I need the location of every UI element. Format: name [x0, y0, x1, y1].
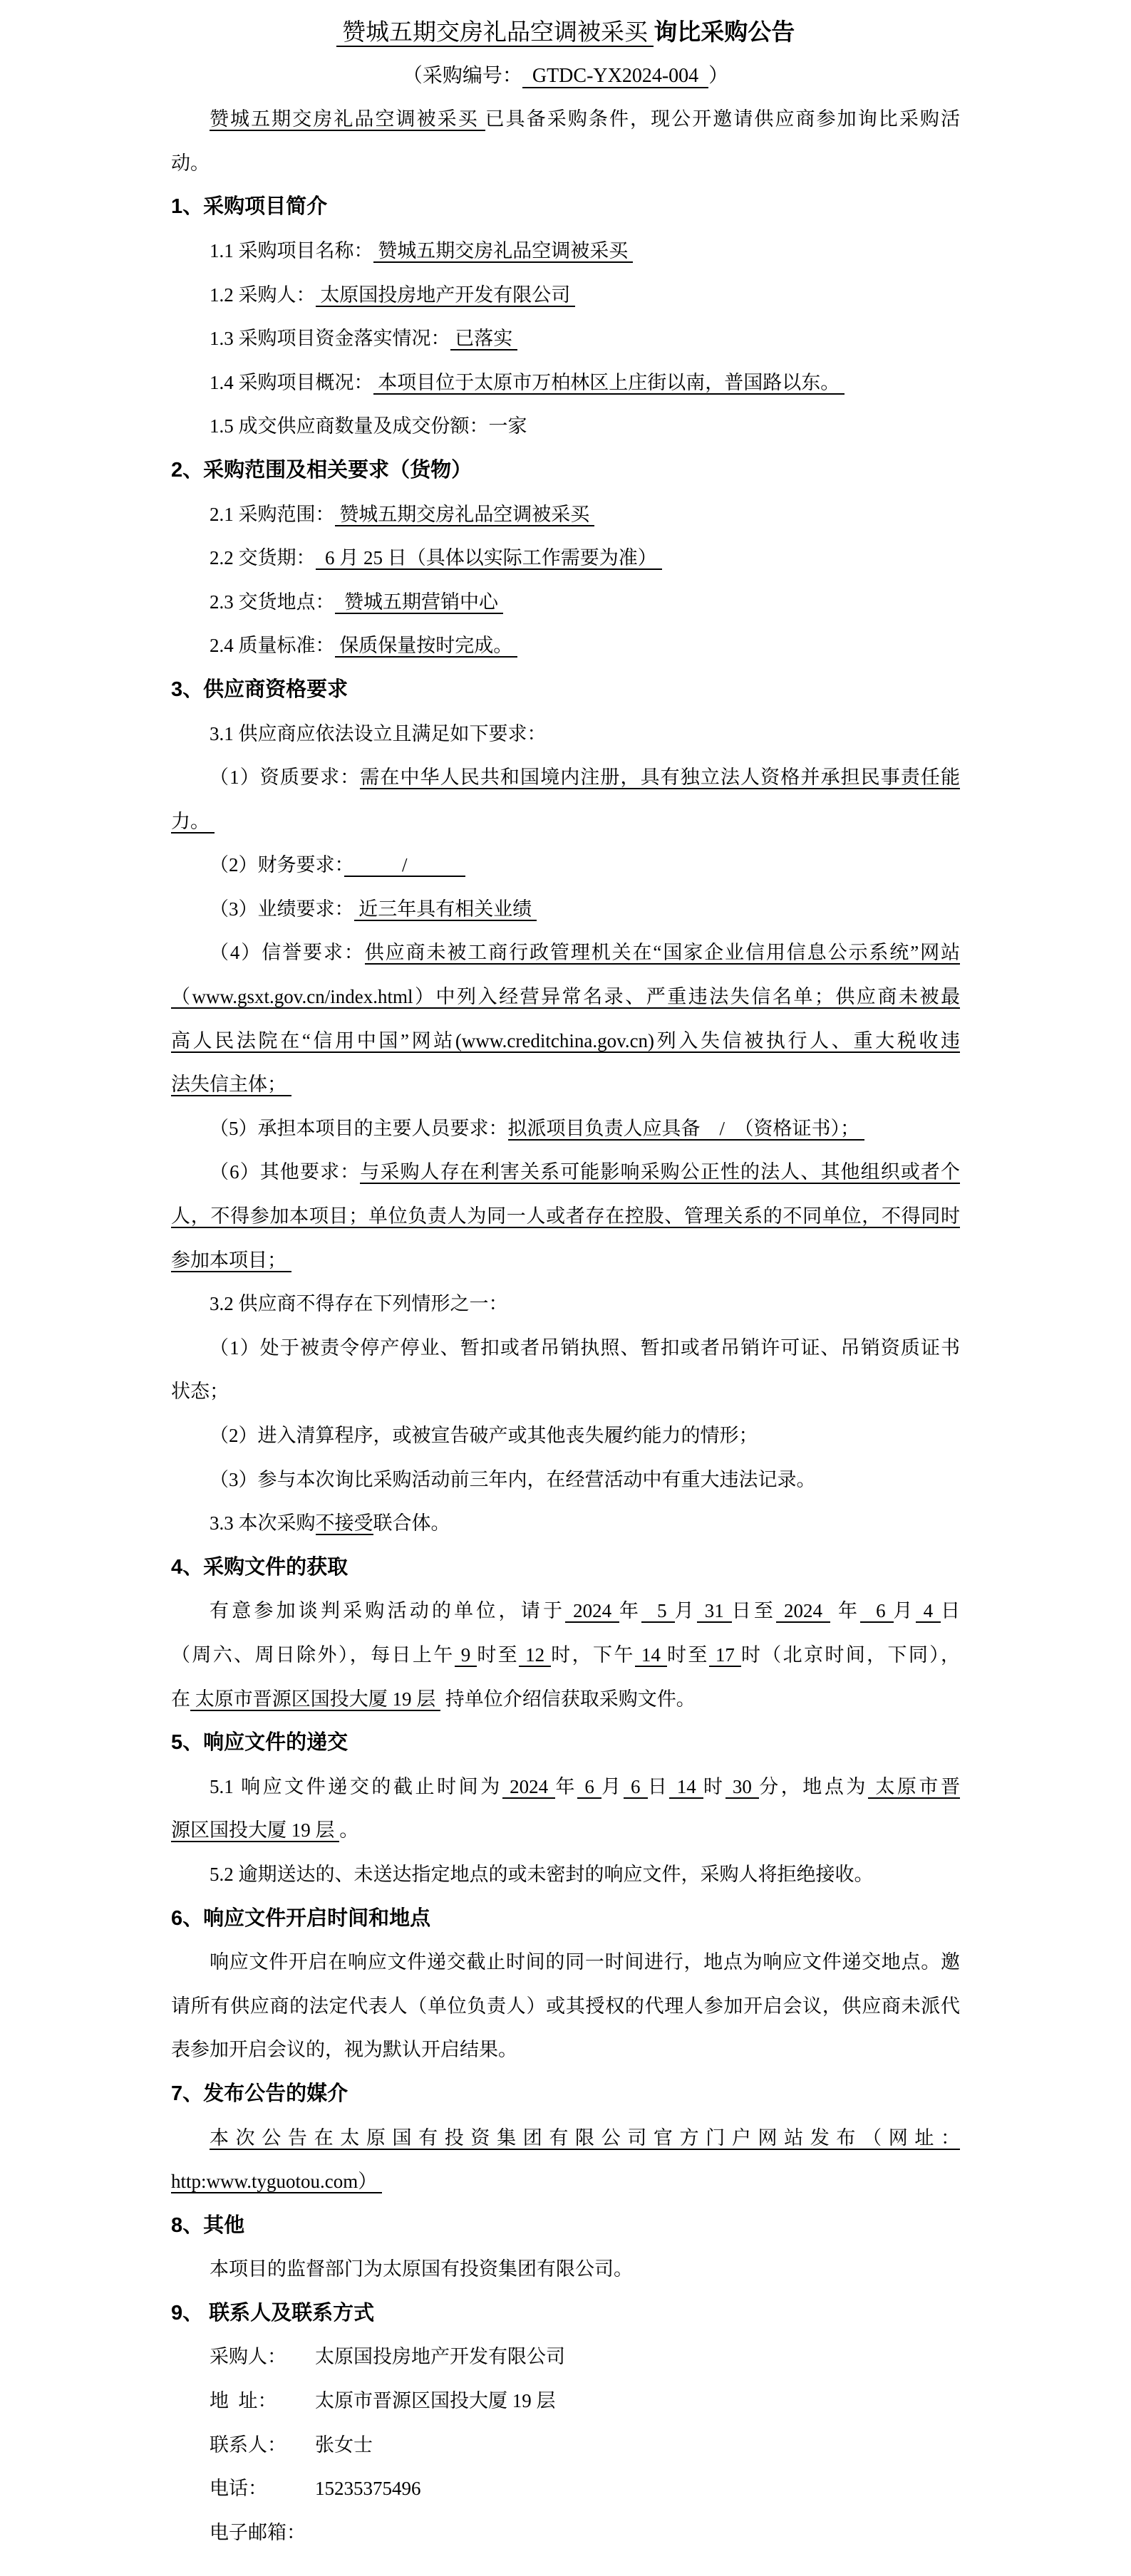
- doc-line: [171, 449, 960, 493]
- text-run: 6: [577, 1775, 602, 1797]
- text-run: 14: [634, 1643, 667, 1666]
- section-8-paragraph: [171, 2248, 960, 2292]
- text-run: （3）业绩要求：: [210, 898, 354, 920]
- text-run: 6: [623, 1775, 648, 1797]
- doc-line: [171, 142, 960, 186]
- text-run: 30: [725, 1775, 760, 1797]
- text-run: 1.3 采购项目资金落实情况：: [210, 328, 450, 350]
- text-run: 4、采购文件的获取: [171, 1555, 348, 1579]
- text-run: 日至: [731, 1600, 777, 1622]
- doc-line: [171, 624, 960, 668]
- text-run: 已落实: [450, 328, 517, 350]
- doc-line: [171, 2160, 960, 2204]
- heading-section-1: [171, 185, 960, 229]
- text-run: 响应文件开启在响应文件递交截止时间的同一时间进行，地点为响应文件递交地点。邀: [210, 1951, 960, 1973]
- text-run: GTDC-YX2024-004: [522, 64, 709, 87]
- text-run: 时: [703, 1775, 725, 1797]
- text-run: 6 月 25 日（具体以实际工作需要为准）: [315, 547, 662, 569]
- text-run: 。: [339, 1819, 359, 1842]
- procurement-number: [171, 54, 960, 98]
- text-run: （2）进入清算程序，或被宣告破产或其他丧失履约能力的情形；: [210, 1425, 758, 1446]
- item-3-1-1: [171, 756, 960, 843]
- item-1-5: [171, 405, 960, 449]
- text-run: （1）处于被责令停产停业、暂扣或者吊销执照、暂扣或者吊销许可证、吊销资质证书: [210, 1336, 960, 1359]
- contact-email: [171, 2511, 960, 2555]
- contact-person-value: 张女士: [315, 2434, 373, 2456]
- text-run: 太原市晋源区国投大厦 19 层: [190, 1688, 440, 1710]
- item-3-2-2: [171, 1414, 960, 1458]
- text-run: 表参加开启会议的，视为默认开启结果。: [171, 2039, 517, 2061]
- doc-line: [171, 1941, 960, 1985]
- contact-phone-value: 15235375496: [315, 2478, 421, 2500]
- contact-phone-line: [171, 2467, 960, 2511]
- item-2-1: [171, 493, 960, 537]
- text-run: 状态；: [171, 1381, 229, 1403]
- text-run: 与采购人存在利害关系可能影响采购公正性的法人、其他组织或者个: [360, 1161, 961, 1183]
- doc-line: [171, 931, 960, 975]
- text-run: 8、其他: [171, 2213, 245, 2237]
- text-run: （3）参与本次询比采购活动前三年内，在经营活动中有重大违法记录。: [210, 1468, 816, 1490]
- item-3-1: [171, 712, 960, 757]
- text-run: 2.4 质量标准：: [210, 635, 335, 657]
- text-run: 持单位介绍信获取采购文件。: [440, 1688, 696, 1710]
- text-run: 拟派项目负责人应具备 / （资格证书）；: [507, 1117, 864, 1139]
- text-run: （采购编号：: [402, 64, 522, 87]
- text-run: 人，不得参加本项目；单位负责人为同一人或者存在控股、管理关系的不同单位，不得同时: [171, 1205, 960, 1227]
- text-run: 请所有供应商的法定代表人（单位负责人）或其授权的代理人参加开启会议，供应商未派代: [171, 1995, 960, 2017]
- text-run: 参加本项目；: [171, 1249, 291, 1271]
- doc-line: [171, 756, 960, 800]
- text-run: 保质保量按时完成。: [334, 635, 517, 657]
- section-7-paragraph: [171, 2117, 960, 2204]
- text-run: 2.2 交货期：: [210, 547, 316, 569]
- doc-line: [171, 1414, 960, 1458]
- text-run: 1.1 采购项目名称：: [210, 239, 373, 261]
- text-run: 需在中华人民共和国境内注册，具有独立法人资格并承担民事责任能: [360, 767, 961, 789]
- item-2-4: [171, 624, 960, 668]
- contact-person-line: [171, 2424, 960, 2468]
- text-run: 7、发布公告的媒介: [171, 2082, 348, 2105]
- heading-section-5: [171, 1721, 960, 1765]
- text-run: 3.2 供应商不得存在下列情形之一：: [210, 1293, 508, 1315]
- contact-buyer-line: [171, 2335, 960, 2379]
- text-run: 9: [454, 1643, 477, 1666]
- doc-line: [171, 229, 960, 274]
- heading-section-6: [171, 1897, 960, 1941]
- doc-line: [171, 581, 960, 625]
- heading-section-3: [171, 668, 960, 712]
- doc-line: [171, 668, 960, 712]
- item-2-3: [171, 581, 960, 625]
- text-run: 赞城五期交房礼品空调被采买: [373, 239, 633, 261]
- text-run: （www.gsxt.gov.cn/index.html）中列入经营异常名录、严重违法失信名单；供应商未被最: [171, 986, 960, 1008]
- text-run: 时（北京时间，下同），: [740, 1643, 961, 1666]
- text-run: 3.3 本次采购: [210, 1512, 316, 1534]
- text-run: 源区国投大厦 19 层: [171, 1819, 340, 1842]
- text-run: 3、供应商资格要求: [171, 677, 348, 701]
- doc-line: [171, 800, 960, 844]
- doc-line: [171, 1634, 960, 1678]
- text-run: （6）其他要求：: [210, 1161, 361, 1183]
- text-run: 分，地点为: [759, 1775, 868, 1797]
- text-run: 6: [860, 1600, 894, 1622]
- text-run: 31: [696, 1600, 732, 1622]
- text-run: 2、采购范围及相关要求（货物）: [171, 458, 472, 482]
- text-run: 1.5 成交供应商数量及成交份额：一家: [210, 415, 527, 437]
- contact-email-label: 电子邮箱：: [210, 2521, 306, 2543]
- doc-line: [171, 1151, 960, 1195]
- text-run: 赞城五期交房礼品空调被采买: [336, 20, 654, 46]
- heading-section-9: [171, 2292, 960, 2336]
- text-run: 4: [915, 1600, 941, 1622]
- text-run: 有意参加谈判采购活动的单位，请于: [210, 1600, 566, 1622]
- text-run: 高人民法院在“信用中国”网站(www.creditchina.gov.cn)列入失信被执行人、重大税收违: [171, 1029, 960, 1051]
- text-run: 不接受: [315, 1512, 373, 1534]
- doc-line: [171, 54, 960, 98]
- text-run: 3.1 供应商应依法设立且满足如下要求：: [210, 722, 547, 744]
- doc-line: [171, 843, 960, 888]
- doc-line: [171, 1063, 960, 1107]
- heading-section-4: [171, 1546, 960, 1590]
- item-5-1: [171, 1765, 960, 1853]
- doc-line: [171, 1897, 960, 1941]
- contact-phone-label: 电话：: [210, 2478, 267, 2500]
- doc-line: [171, 975, 960, 1019]
- text-run: /: [344, 854, 465, 876]
- item-3-1-3: [171, 888, 960, 932]
- text-run: 时，下午: [551, 1643, 635, 1666]
- text-run: 日: [941, 1600, 961, 1622]
- intro-paragraph: [171, 98, 960, 185]
- doc-line: [171, 98, 960, 142]
- doc-line: [171, 1326, 960, 1371]
- contact-address-value: 太原市晋源区国投大厦 19 层: [315, 2390, 556, 2412]
- text-run: 近三年具有相关业绩: [353, 898, 537, 920]
- doc-line: [171, 1239, 960, 1283]
- doc-line: [171, 1370, 960, 1414]
- doc-line: [171, 1458, 960, 1502]
- doc-line: [171, 1195, 960, 1239]
- contact-address-label: 地 址：: [210, 2390, 277, 2412]
- doc-line: [171, 1721, 960, 1765]
- doc-line: [171, 1985, 960, 2029]
- contact-address: [171, 2379, 960, 2424]
- text-run: 年: [830, 1600, 861, 1622]
- text-run: 力。: [171, 810, 215, 832]
- item-3-1-5: [171, 1107, 960, 1151]
- contact-buyer: [171, 2335, 960, 2379]
- doc-line: [171, 1853, 960, 1897]
- doc-line: [171, 1765, 960, 1809]
- heading-section-2: [171, 449, 960, 493]
- text-run: 太原市晋: [868, 1775, 960, 1797]
- doc-line: [171, 1019, 960, 1064]
- doc-line: [171, 2072, 960, 2117]
- text-run: 联合体。: [373, 1512, 450, 1534]
- text-run: 法失信主体；: [171, 1074, 291, 1096]
- text-run: 本项目位于太原市万柏林区上庄街以南，普国路以东。: [373, 371, 845, 393]
- item-1-2: [171, 274, 960, 318]
- document-title: [171, 10, 960, 54]
- text-run: http:www.tyguotou.com）: [171, 2171, 382, 2193]
- contact-address-line: [171, 2379, 960, 2424]
- text-run: ）: [708, 64, 729, 87]
- contact-phone: [171, 2467, 960, 2511]
- text-run: 太原国投房地产开发有限公司: [315, 284, 575, 306]
- contact-buyer-value: 太原国投房地产开发有限公司: [315, 2346, 565, 2368]
- text-run: 本项目的监督部门为太原国有投资集团有限公司。: [210, 2258, 633, 2280]
- text-run: （4）信誉要求：: [210, 942, 365, 964]
- item-1-1: [171, 229, 960, 274]
- text-run: 在: [171, 1688, 190, 1710]
- doc-line: [171, 1282, 960, 1326]
- text-run: 2024: [776, 1600, 831, 1622]
- doc-line: [171, 2248, 960, 2292]
- item-3-2-3: [171, 1458, 960, 1502]
- text-run: 5.1 响应文件递交的截止时间为: [210, 1775, 502, 1797]
- doc-line: [171, 274, 960, 318]
- text-run: 5.2 逾期送达的、未送达指定地点的或未密封的响应文件，采购人将拒绝接收。: [210, 1863, 874, 1885]
- item-2-2: [171, 536, 960, 581]
- item-3-2-1: [171, 1326, 960, 1414]
- doc-line: [171, 1809, 960, 1853]
- doc-line: [171, 185, 960, 229]
- text-run: 5、响应文件的递交: [171, 1731, 348, 1755]
- heading-section-7: [171, 2072, 960, 2117]
- doc-line: [171, 888, 960, 932]
- doc-line: [171, 2028, 960, 2072]
- text-run: 年: [619, 1600, 642, 1622]
- text-run: 14: [669, 1775, 703, 1797]
- text-run: 已具备采购条件，现公开邀请供应商参加询比采购活: [485, 108, 960, 130]
- text-run: 1.2 采购人：: [210, 284, 316, 306]
- doc-line: [171, 536, 960, 581]
- text-run: （周六、周日除外），每日上午: [171, 1643, 455, 1666]
- text-run: 月: [674, 1600, 697, 1622]
- doc-line: [171, 1107, 960, 1151]
- section-6-paragraph: [171, 1941, 960, 2072]
- text-run: 时至: [666, 1643, 709, 1666]
- text-run: 供应商未被工商行政管理机关在“国家企业信用信息公示系统”网站: [364, 942, 960, 964]
- text-run: 2.3 交货地点：: [210, 591, 335, 613]
- item-3-1-4: [171, 931, 960, 1106]
- doc-line: [171, 1546, 960, 1590]
- text-run: 17: [708, 1643, 741, 1666]
- text-run: 月: [893, 1600, 916, 1622]
- text-run: 1、采购项目简介: [171, 195, 328, 219]
- doc-line: [171, 712, 960, 757]
- text-run: 赞城五期交房礼品空调被采买: [334, 503, 594, 525]
- text-run: 本次公告在太原国有投资集团有限公司官方门户网站发布（网址：: [210, 2126, 960, 2149]
- text-run: 动。: [171, 152, 210, 174]
- doc-line: [171, 1502, 960, 1546]
- doc-line: [171, 10, 960, 54]
- doc-line: [171, 2292, 960, 2336]
- item-5-2: [171, 1853, 960, 1897]
- text-run: 月: [601, 1775, 624, 1797]
- doc-line: [171, 405, 960, 449]
- doc-line: [171, 493, 960, 537]
- contact-person: [171, 2424, 960, 2468]
- text-run: 日: [647, 1775, 670, 1797]
- heading-section-8: [171, 2204, 960, 2248]
- doc-line: [171, 1589, 960, 1634]
- doc-line: [171, 2204, 960, 2248]
- item-1-3: [171, 317, 960, 361]
- contact-person-label: 联系人：: [210, 2434, 286, 2456]
- text-run: 询比采购公告: [654, 19, 795, 45]
- text-run: 1.4 采购项目概况：: [210, 371, 373, 393]
- doc-line: [171, 317, 960, 361]
- doc-line: [171, 2117, 960, 2161]
- item-3-1-6: [171, 1151, 960, 1282]
- text-run: 2024: [565, 1600, 620, 1622]
- text-run: 赞城五期交房礼品空调被采买: [210, 108, 485, 130]
- text-run: 6、响应文件开启时间和地点: [171, 1906, 431, 1930]
- text-run: （2）财务要求：: [210, 854, 344, 876]
- text-run: 9、 联系人及联系方式: [171, 2301, 375, 2325]
- contact-email-line: [171, 2511, 960, 2555]
- text-run: 5: [641, 1600, 675, 1622]
- text-run: （1）资质要求：: [210, 767, 361, 789]
- text-run: 2.1 采购范围：: [210, 503, 335, 525]
- item-3-1-2: [171, 843, 960, 888]
- text-run: 2024: [502, 1775, 556, 1797]
- section-4-paragraph: [171, 1589, 960, 1721]
- text-run: 12: [519, 1643, 552, 1666]
- contact-buyer-label: 采购人：: [210, 2346, 286, 2368]
- text-run: 年: [555, 1775, 577, 1797]
- doc-line: [171, 1678, 960, 1722]
- item-3-3: [171, 1502, 960, 1546]
- text-run: 时至: [477, 1643, 520, 1666]
- item-3-2: [171, 1282, 960, 1326]
- text-run: 赞城五期营销中心: [334, 591, 503, 613]
- doc-line: [171, 361, 960, 405]
- item-1-4: [171, 361, 960, 405]
- text-run: （5）承担本项目的主要人员要求：: [210, 1117, 508, 1139]
